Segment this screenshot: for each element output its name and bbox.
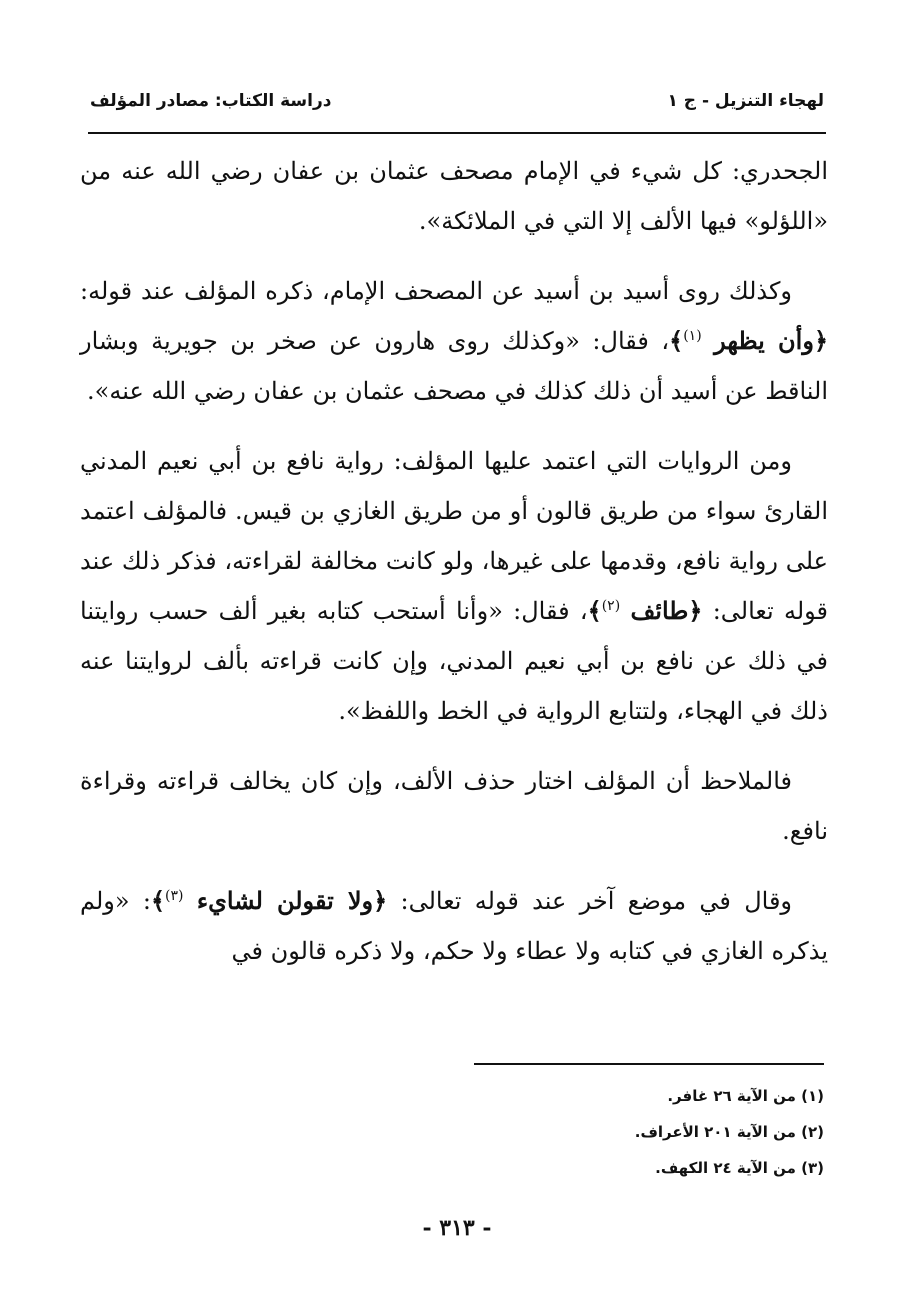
paragraph-1: الجحدري: كل شيء في الإمام مصحف عثمان بن عفان رضي الله عنه من «اللؤلو» فيها الألف إلا التي في الملائكة». [80,157,828,235]
page-number: - ٣١٣ - [422,1215,492,1241]
quran-close-bracket: ﴾ [150,886,166,915]
p2-text-end: ، فقال: «وكذلك روى هارون عن صخر بن جويرية وبشار الناقط عن أسيد أن ذلك كذلك في مصحف عثمان بن عفان رضي الله عنه». [80,327,828,405]
footnote-3: (٣) من الآية ٢٤ الكهف. [655,1159,824,1177]
paragraph-2 [80,266,828,416]
paragraph-4: فالملاحظ أن المؤلف اختار حذف الألف، وإن كان يخالف قراءته وقراءة نافع. [80,767,828,845]
quran-open-bracket: ﴿ [688,596,703,625]
p5-text-end: : «ولم يذكره الغازي في كتابه ولا عطاء ولا حكم، ولا ذكره قالون في [80,887,828,965]
quran-close-bracket: ﴾ [669,326,684,355]
p3-text-start: ومن الروايات التي اعتمد عليها المؤلف: رواية نافع بن أبي نعيم المدني القارئ سواء من طريق قالون أو من طريق الغازي بن قيس. فالمؤلف اعتمد على رواية نافع، وقدمها على غيرها، ولو كانت مخالفة لقراءته، فذكر ذلك عند قوله تعالى: [80,447,829,625]
footnotes [324,1078,824,1186]
paragraph-3 [80,436,828,736]
header-section-title: دراسة الكتاب: مصادر المؤلف [90,91,332,111]
quran-quote-2: طائف [630,596,689,625]
footnote-2: (٢) من الآية ٢٠١ الأعراف. [634,1123,824,1141]
p5-text-start: وقال في موضع آخر عند قوله تعالى: [387,887,793,915]
quran-quote-3: ولا تقولن لشايء [196,886,374,915]
quran-quote-1: وأن يظهر [714,326,814,355]
footnote-1: (١) من الآية ٢٦ غافر. [667,1087,824,1105]
running-header [90,84,824,118]
quran-open-bracket: ﴿ [373,886,388,915]
header-rule [88,132,826,134]
footnote-rule [474,1063,824,1065]
p2-text-start: وكذلك روى أسيد بن أسيد عن المصحف الإمام، ذكره المؤلف عند قوله: [80,277,792,305]
footnote-ref-1: (١) [683,328,702,344]
header-book-title: لهجاء التنزيل - ج ١ [667,91,824,111]
main-text [80,146,828,996]
quran-open-bracket: ﴿ [813,326,828,355]
footnote-ref-3: (٣) [165,888,184,904]
paragraph-5 [80,876,828,976]
footnote-ref-2: (٢) [601,598,621,614]
p3-text-end: ، فقال: «وأنا أستحب كتابه بغير ألف حسب روايتنا في ذلك عن نافع بن أبي نعيم المدني، وإن كانت قراءته بألف لروايتنا عنه ذلك في الهجاء، ولتتابع الرواية في الخط واللفظ». [80,597,828,725]
quran-close-bracket: ﴾ [587,596,602,625]
